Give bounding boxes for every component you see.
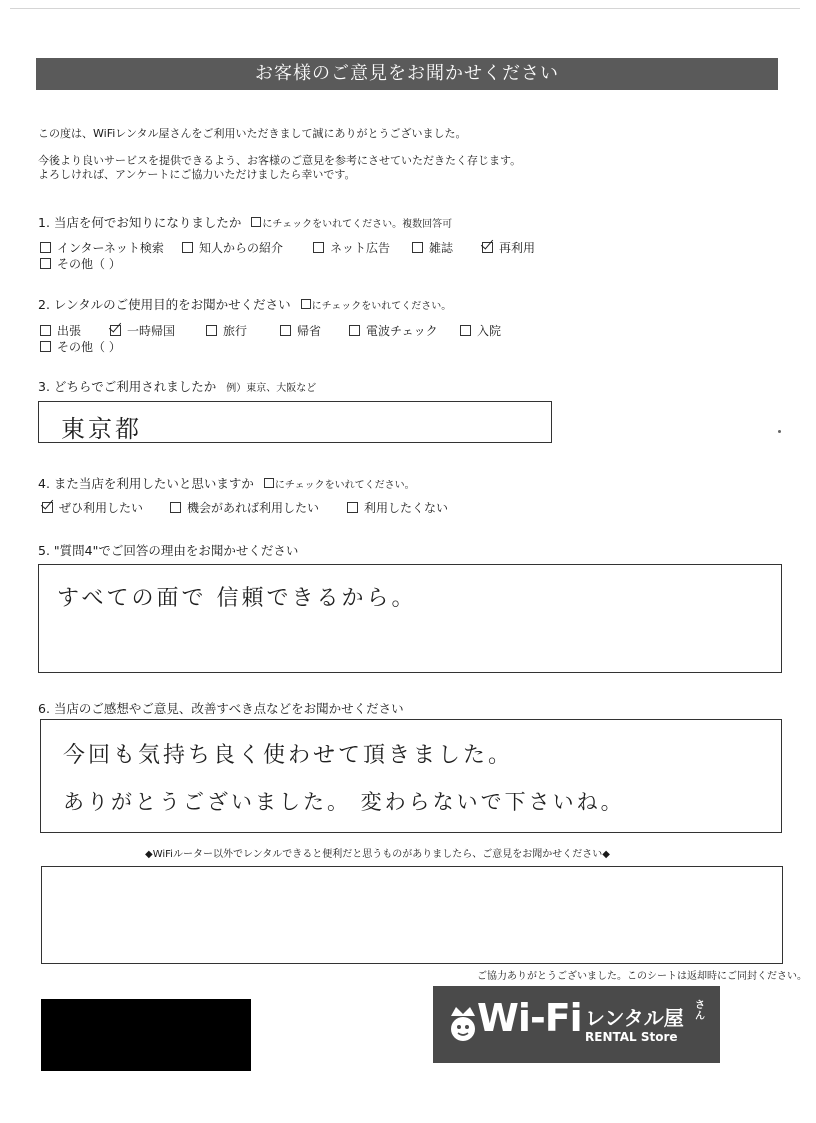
- q1-note: にチェックをいれてください。複数回答可: [262, 219, 453, 230]
- intro-line-1: この度は、WiFiレンタル屋さんをご利用いただきまして誠にありがとうございました。: [38, 127, 467, 140]
- q3-answer: 東京都: [61, 415, 142, 443]
- q7-heading: ◆WiFiルーター以外でレンタルできると便利だと思うものがありましたら、ご意見をお聞かせください◆: [145, 849, 610, 860]
- checkbox-icon[interactable]: [280, 325, 291, 336]
- q3-label: 3. どちらでご利用されましたか: [38, 379, 217, 394]
- q6-answer-box[interactable]: [40, 719, 782, 833]
- q2-note: にチェックをいれてください。: [311, 301, 452, 312]
- q3-note: 例）東京、大阪など: [226, 383, 317, 394]
- q1-label: 1. 当店を何でお知りになりましたか: [38, 215, 242, 230]
- note-checkbox-icon: [264, 478, 274, 488]
- q2-option-return-home[interactable]: 一時帰国: [110, 322, 175, 339]
- q2-label: 2. レンタルのご使用目的をお聞かせください: [38, 297, 291, 312]
- checked-checkbox-icon[interactable]: [110, 325, 121, 336]
- q1-option-reuse[interactable]: 再利用: [482, 239, 535, 256]
- checkbox-icon[interactable]: [40, 341, 51, 352]
- q4-option-no[interactable]: 利用したくない: [347, 499, 448, 516]
- q3-answer-box[interactable]: [38, 401, 552, 443]
- q1-option-other[interactable]: その他（ ）: [40, 255, 121, 272]
- intro-line-3: よろしければ、アンケートにご協力いただけましたら幸いです。: [38, 168, 356, 181]
- checkbox-icon[interactable]: [347, 502, 358, 513]
- q4-option-maybe[interactable]: 機会があれば利用したい: [170, 499, 319, 516]
- crown-mascot-icon: [447, 1004, 479, 1044]
- q3-heading: [38, 377, 316, 395]
- q1-heading: [38, 213, 452, 231]
- checkbox-icon[interactable]: [349, 325, 360, 336]
- q1-option-magazine[interactable]: 雑誌: [412, 239, 453, 256]
- checkbox-icon[interactable]: [40, 242, 51, 253]
- q2-heading: [38, 295, 451, 313]
- survey-title: お客様のご意見をお聞かせください: [36, 58, 778, 90]
- q4-label: 4. また当店を利用したいと思いますか: [38, 476, 254, 491]
- checkbox-icon[interactable]: [40, 325, 51, 336]
- checkbox-icon[interactable]: [170, 502, 181, 513]
- q1-option-net-ad[interactable]: ネット広告: [313, 239, 390, 256]
- checkbox-icon[interactable]: [412, 242, 423, 253]
- q4-option-definitely[interactable]: ぜひ利用したい: [42, 499, 143, 516]
- wifi-rental-logo: [433, 986, 720, 1063]
- q6-answer-line-2: ありがとうございました。 変わらないで下さいね。: [63, 790, 625, 814]
- logo-san-text: さん: [695, 1000, 705, 1022]
- q4-heading: [38, 474, 415, 492]
- logo-en-text: RENTAL Store: [585, 1030, 678, 1044]
- q7-answer-box[interactable]: [41, 866, 783, 964]
- scan-speck: [778, 430, 781, 433]
- logo-wifi-text: Wi-Fi: [477, 996, 582, 1040]
- checkbox-icon[interactable]: [40, 258, 51, 269]
- q2-option-signal-check[interactable]: 電波チェック: [349, 322, 438, 339]
- footer-note: ご協力ありがとうございました。このシートは返却時にご同封ください。: [477, 971, 807, 982]
- q5-answer: すべての面で 信頼できるから。: [57, 586, 417, 611]
- q6-answer-line-1: 今回も気持ち良く使わせて頂きました。: [63, 743, 514, 768]
- q1-option-referral[interactable]: 知人からの紹介: [182, 239, 283, 256]
- q2-option-other[interactable]: その他（ ）: [40, 338, 121, 355]
- checkbox-icon[interactable]: [313, 242, 324, 253]
- redacted-area: [41, 999, 251, 1071]
- page-top-line: [10, 8, 800, 9]
- checked-checkbox-icon[interactable]: [42, 502, 53, 513]
- checked-checkbox-icon[interactable]: [482, 242, 493, 253]
- checkbox-icon[interactable]: [460, 325, 471, 336]
- intro-line-2: 今後より良いサービスを提供できるよう、お客様のご意見を参考にさせていただきたく存じます。: [38, 154, 522, 167]
- logo-jp-text: レンタル屋: [585, 1006, 684, 1030]
- note-checkbox-icon: [251, 217, 261, 227]
- note-checkbox-icon: [301, 299, 311, 309]
- checkbox-icon[interactable]: [206, 325, 217, 336]
- q6-heading: 6. 当店のご感想やご意見、改善すべき点などをお聞かせください: [38, 701, 404, 716]
- q2-option-business[interactable]: 出張: [40, 322, 81, 339]
- q1-option-internet[interactable]: インターネット検索: [40, 239, 164, 256]
- q5-answer-box[interactable]: [38, 564, 782, 673]
- q2-option-homecoming[interactable]: 帰省: [280, 322, 321, 339]
- q4-note: にチェックをいれてください。: [274, 480, 415, 491]
- checkbox-icon[interactable]: [182, 242, 193, 253]
- q2-option-travel[interactable]: 旅行: [206, 322, 247, 339]
- q5-heading: 5. "質問4"でご回答の理由をお聞かせください: [38, 543, 299, 558]
- q2-option-hospital[interactable]: 入院: [460, 322, 501, 339]
